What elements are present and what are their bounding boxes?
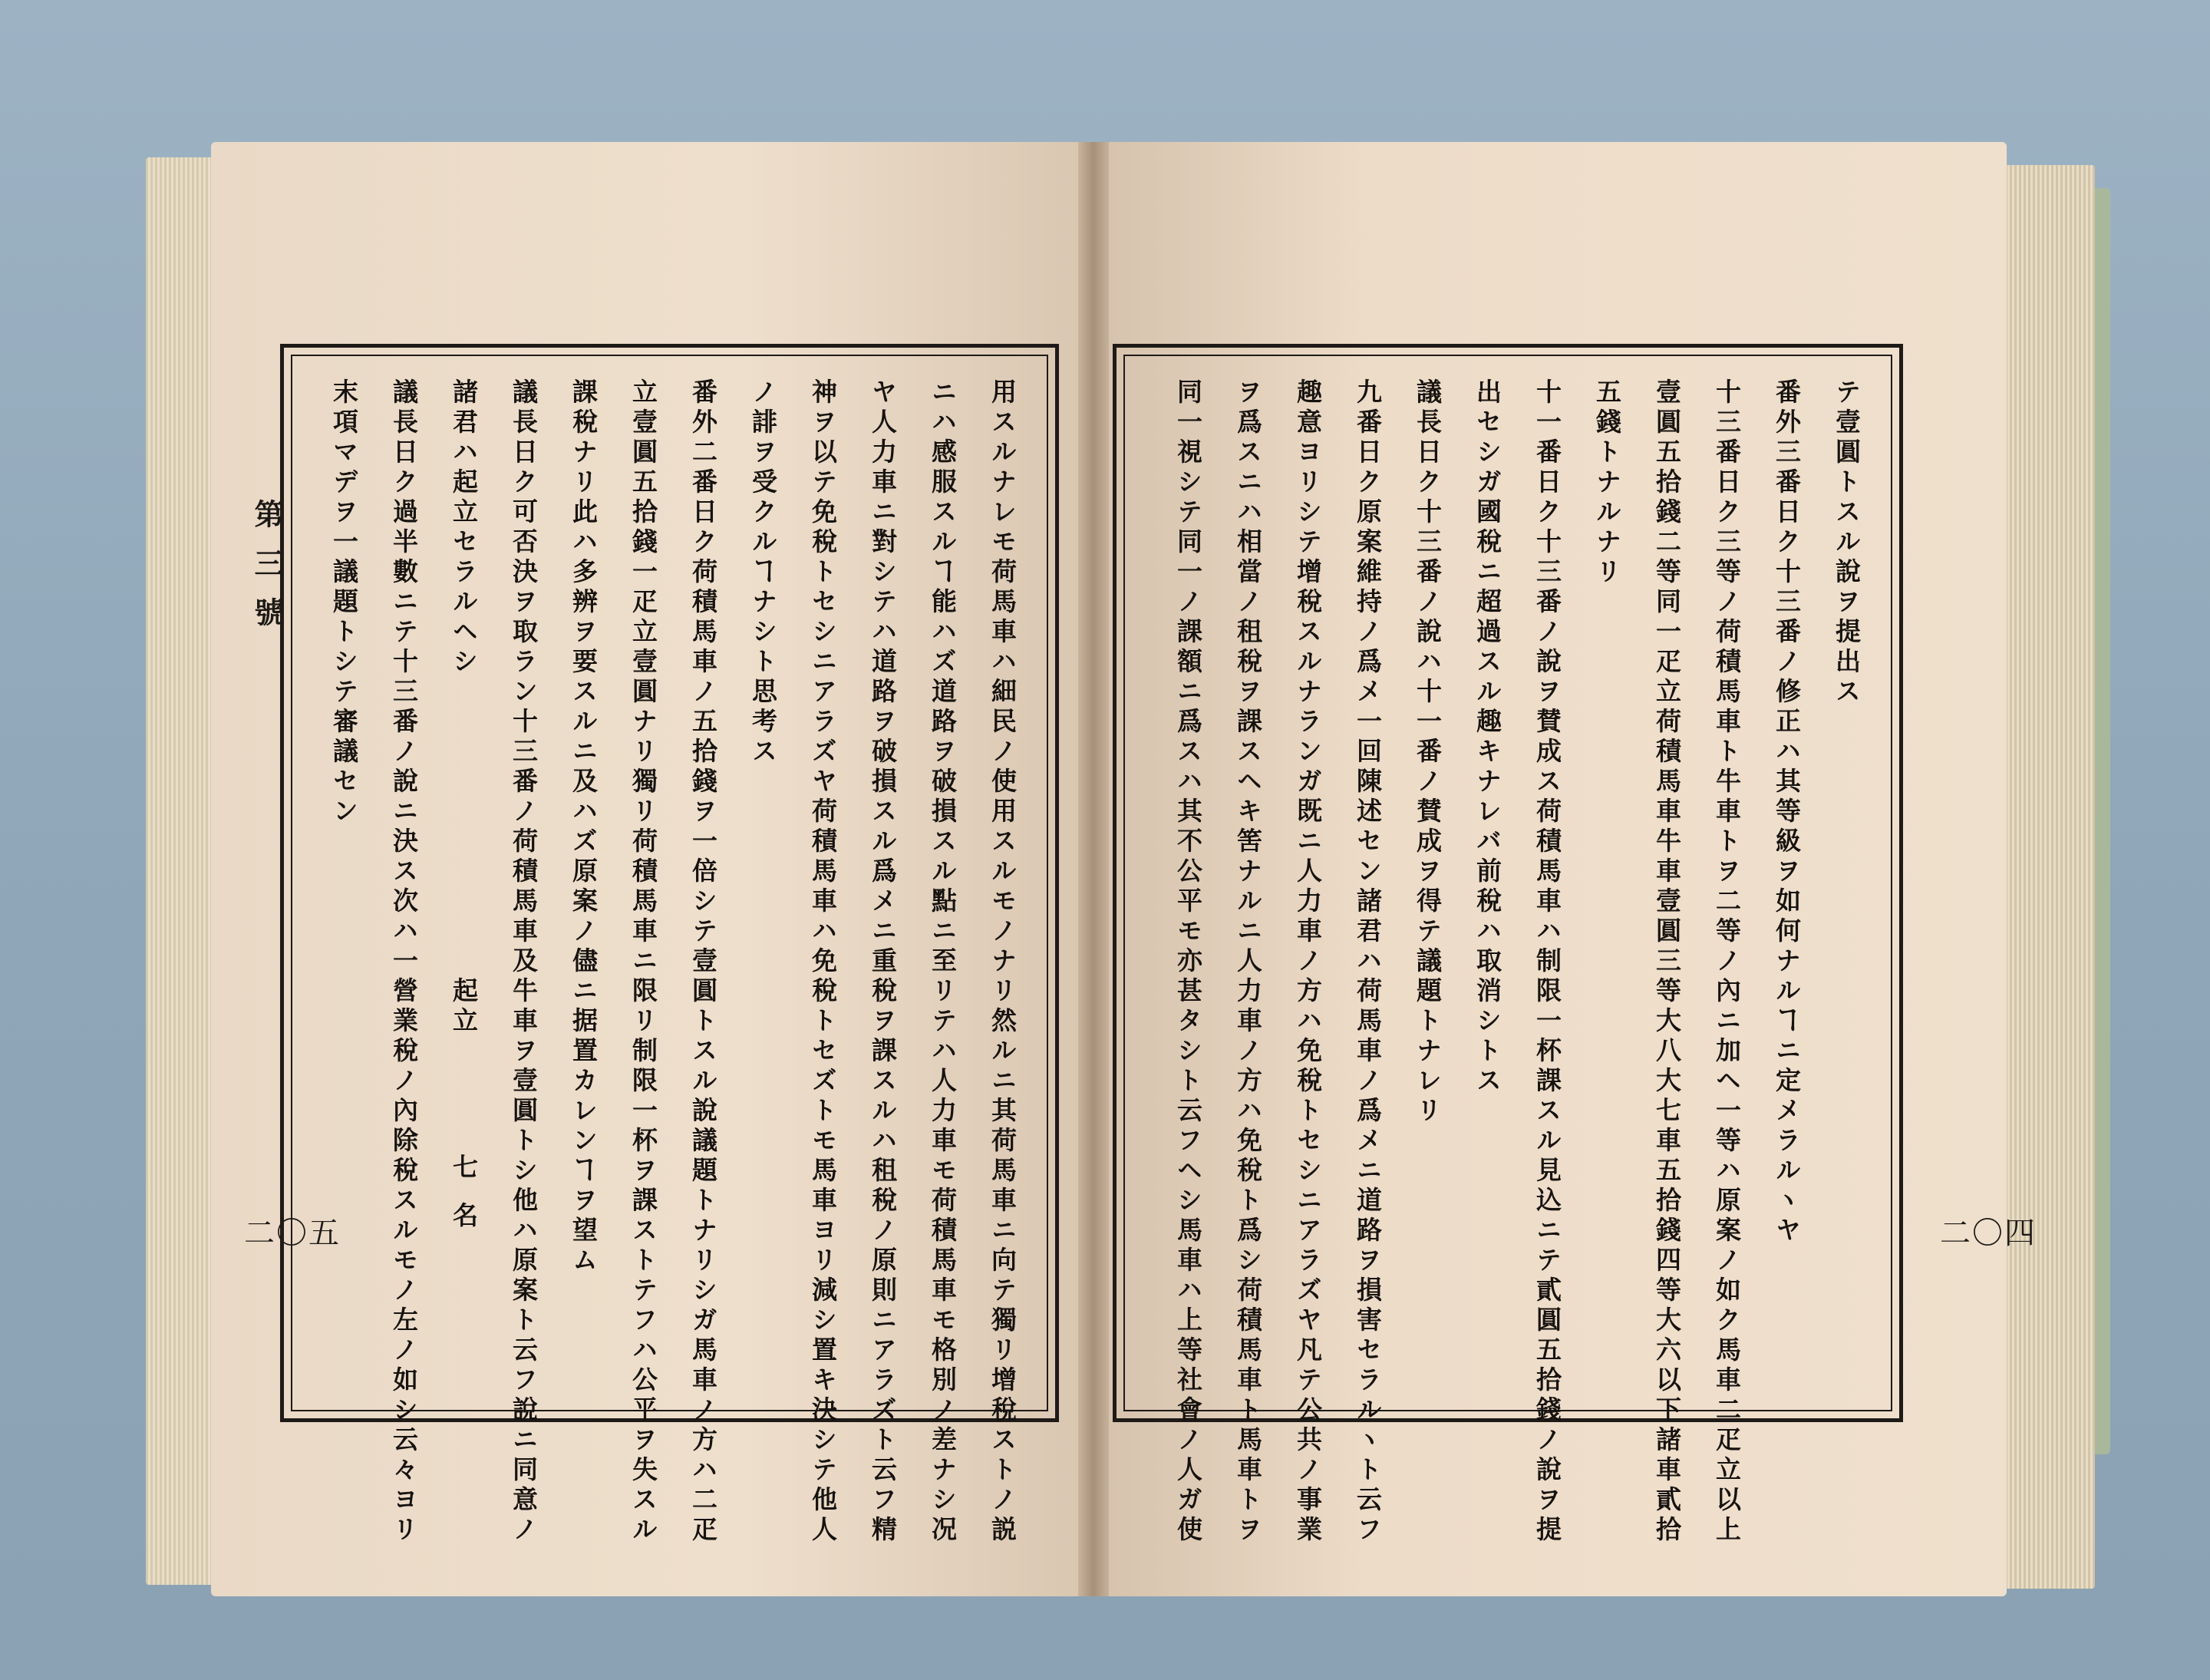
text-column: ニハ感服スルヿ能ハズ道路ヲ破損スル點ニ至リテハ人力車モ荷積馬車モ格別ノ差ナシ况	[928, 378, 958, 1546]
text-column: 五錢トナルナリ	[1592, 378, 1622, 588]
text-column: 十一番日ク十三番ノ說ヲ賛成ス荷積馬車ハ制限一杯課スル見込ニテ貳圓五拾錢ノ說ヲ提	[1532, 378, 1562, 1546]
text-column: 出セシガ國稅ニ超過スル趣キナレバ前稅ハ取消シトス	[1473, 378, 1502, 1097]
text-column: 末項マデヲ一議題トシテ審議セン	[329, 378, 359, 827]
text-column: 立壹圓五拾錢一疋立壹圓ナリ獨リ荷積馬車ニ限リ制限一杯ヲ課ストテフハ公平ヲ失スル	[628, 378, 658, 1546]
text-column: 十三番日ク三等ノ荷積馬車ト牛車トヲ二等ノ內ニ加ヘ一等ハ原案ノ如ク馬車二疋立以上	[1712, 378, 1742, 1546]
running-head: 第三號	[249, 499, 284, 646]
left-page-number: 二〇五	[244, 1216, 341, 1251]
text-column: ヤ人力車ニ對シテハ道路ヲ破損スル爲メニ重稅ヲ課スルハ租稅ノ原則ニアラズト云フ精	[868, 378, 898, 1546]
text-column: 番外三番日ク十三番ノ修正ハ其等級ヲ如何ナルヿニ定メラルヽヤ	[1772, 378, 1802, 1246]
text-column: 議長日ク過半數ニテ十三番ノ說ニ決ス次ハ一營業稅ノ內除稅スルモノ左ノ如シ云々ヨリ	[389, 378, 419, 1546]
right-text-columns	[1140, 378, 1876, 1546]
right-page-edges	[2003, 165, 2095, 1589]
text-column: 九番日ク原案維持ノ爲メ一回陳述セン諸君ハ荷馬車ノ爲メニ道路ヲ損害セラルヽト云フ	[1353, 378, 1383, 1546]
book-gutter	[1078, 142, 1109, 1596]
right-page-number: 二〇四	[1940, 1216, 2037, 1251]
standing-label: 起立	[449, 977, 479, 1037]
text-column: ヲ爲スニハ相當ノ租稅ヲ課スヘキ筈ナルニ人力車ノ方ハ免稅ト爲シ荷積馬車ト馬車トヲ	[1233, 378, 1263, 1546]
text-column: 同一視シテ同一ノ課額ニ爲スハ其不公平モ亦甚タシト云フヘシ馬車ハ上等社會ノ人ガ使	[1173, 378, 1203, 1546]
standing-count: 七名	[449, 1154, 479, 1250]
left-text-frame	[280, 344, 1059, 1546]
text-column: 壹圓五拾錢二等同一疋立荷積馬車牛車壹圓三等大八大七車五拾錢四等大六以下諸車貳拾	[1652, 378, 1682, 1546]
text-column: 神ヲ以テ免稅トセシニアラズヤ荷積馬車ハ免稅トセズトモ馬車ヨリ減シ置キ決シテ他人	[808, 378, 838, 1546]
text-column: 番外二番日ク荷積馬車ノ五拾錢ヲ一倍シテ壹圓トスル說議題トナリシガ馬車ノ方ハ二疋	[688, 378, 718, 1546]
text-column: 趣意ヨリシテ增稅スルナランガ既ニ人力車ノ方ハ免稅トセシニアラズヤ凡テ公共ノ事業	[1293, 378, 1323, 1546]
text-column: テ壹圓トスル說ヲ提出ス	[1832, 378, 1862, 708]
left-page-edges	[146, 157, 219, 1585]
standing-prompt: 諸君ハ起立セラルヘシ	[449, 378, 479, 678]
text-column: 議長日ク可否決ヲ取ラン十三番ノ荷積馬車及牛車ヲ壹圓トシ他ハ原案ト云フ說ニ同意ノ	[509, 378, 539, 1546]
text-column: 議長日ク十三番ノ說ハ十一番ノ賛成ヲ得テ議題トナレリ	[1413, 378, 1443, 1127]
right-text-frame	[1113, 344, 1903, 1546]
text-column: 用スルナレモ荷馬車ハ細民ノ使用スルモノナリ然ルニ其荷馬車ニ向テ獨リ增稅ストノ説	[988, 378, 1018, 1546]
text-column: 課稅ナリ此ハ多辨ヲ要スルニ及ハズ原案ノ儘ニ据置カレンヿヲ望ム	[569, 378, 599, 1276]
text-column: ノ誹ヲ受クルヿナシト思考ス	[748, 378, 778, 767]
left-text-columns	[307, 378, 1032, 1546]
standing-vote-column	[434, 378, 493, 1388]
